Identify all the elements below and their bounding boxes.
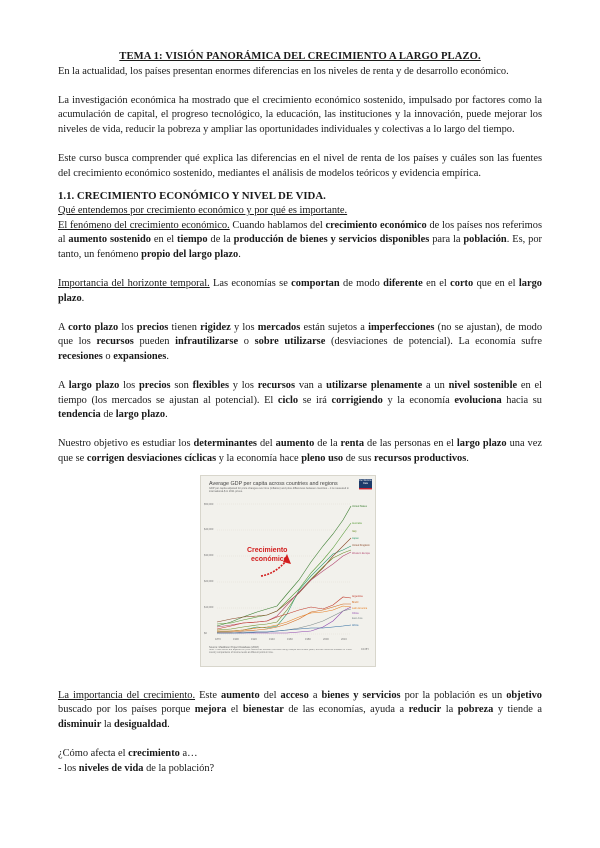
paragraph-objetivo: Nuestro objetivo es estudiar los determinantes del aumento de la renta de las personas en el largo plazo una vez que se corrigen desviaciones cíclicas y la economía hace pleno uso de sus recursos productivos. — [58, 438, 542, 465]
paragraph-label: Importancia del horizonte temporal. — [58, 277, 210, 289]
paragraph-largo-plazo: A largo plazo los precios son flexibles y los recursos van a utilizarse plenamente a un nivel sostenible en el tiempo (los mercados se ajustan al potencial). El ciclo se irá corrigiendo y la economía evoluciona hacia su tendencia de largo plazo. — [58, 380, 542, 421]
series-label: United States — [352, 504, 368, 508]
series-label: United Kingdom — [352, 543, 370, 547]
x-tick-label: 1870 — [215, 637, 221, 641]
paragraph-importancia-crecimiento: La importancia del crecimiento. Este aumento del acceso a bienes y servicios por la población es un objetivo buscado por los países porque mejora el bienestar de las economías, ayuda a reducir la pobreza y tiende a disminuir la desigualdad. — [58, 689, 542, 730]
series-line-australia — [217, 523, 351, 624]
intro-paragraph-3: Este curso busca comprender qué explica las diferencias en el nivel de renta de los países y cuáles son las fuentes del crecimiento económico sostenido, mediantes el análisis de modelos teóricos y evidencia empírica. — [58, 153, 542, 179]
series-label: Brazil — [352, 600, 359, 604]
series-label: China — [352, 611, 359, 615]
series-label: Italy — [352, 529, 357, 533]
paragraph-corto-plazo: A corto plazo los precios tienen rigidez y los mercados están sujetos a imperfecciones (no se ajustan), de modo que los recursos pueden infrautilizarse o sobre utilizarse (desviaciones de potencial). La economía sufre recesiones o expansiones. — [58, 321, 543, 362]
series-line-east-asia — [217, 609, 351, 633]
x-axis-ticks — [215, 637, 347, 641]
series-label: Western Europe — [352, 551, 371, 555]
intro-paragraph-2: La investigación económica ha mostrado que el crecimiento económico sostenido, impulsado por factores como la acumulación de capital, el progreso tecnológico, la educación, las instituciones y la innovación, puede mejorar los niveles de vida, reducir la pobreza y ampliar las oportunidades individuales y colectivas a lo largo del tiempo. — [58, 94, 542, 135]
figure-note: Note: These series are adjusted for price differences between countries using multiple benchmark years, and are therefore suitable for cross-country comparisons of income levels at different points in time. — [209, 648, 353, 654]
page-title: TEMA 1: VISIÓN PANORÁMICA DEL CRECIMIENTO A LARGO PLAZO. — [119, 51, 481, 62]
figure-title: Average GDP per capita across countries and regions — [209, 480, 338, 487]
question-line: ¿Cómo afecta el crecimiento a… — [58, 748, 198, 759]
figure-source: Source: Maddison Project Database (2018) — [209, 645, 259, 649]
y-tick-label: $40,000 — [204, 527, 214, 531]
y-axis-ticks — [204, 502, 214, 635]
intro-paragraph-1: En la actualidad, los países presentan enormes diferencias en los niveles de renta y de desarrollo económico. — [58, 65, 509, 77]
y-tick-label: $20,000 — [204, 579, 214, 583]
x-tick-label: 2000 — [323, 637, 329, 641]
y-tick-label: $10,000 — [204, 605, 214, 609]
series-label: Africa — [352, 623, 359, 627]
gridlines — [217, 504, 351, 634]
y-tick-label: $30,000 — [204, 553, 214, 557]
x-tick-label: 2016 — [341, 637, 347, 641]
figure-license: CC BY — [361, 647, 369, 651]
subheading: Qué entendemos por crecimiento económico y por qué es importante. — [58, 204, 348, 216]
arrow-label-line-2: económico — [251, 555, 288, 563]
x-tick-label: 1960 — [287, 637, 293, 641]
gdp-figure — [200, 475, 376, 667]
series-line-africa — [217, 625, 351, 633]
series-line-china — [217, 607, 351, 633]
paragraph-fenomeno: El fenómeno del crecimiento económico. Cuando hablamos del crecimiento económico de los países nos referimos al aumento sostenido en el tiempo de la producción de bienes y servicios disponibles para la población. Es, por tanto, un fenómeno propio del largo plazo. — [58, 219, 543, 260]
y-tick-label: $0 — [204, 631, 207, 635]
paragraph-importancia: Importancia del horizonte temporal. Las economías se comportan de modo diferente en el corto que en el largo plazo. — [58, 277, 542, 304]
x-tick-label: 1980 — [305, 637, 311, 641]
paragraph-label: La importancia del crecimiento. — [58, 689, 196, 701]
series-label: Latin America — [352, 606, 368, 610]
series-label: Argentina — [352, 594, 363, 598]
paragraph-label: El fenómeno del crecimiento económico. — [58, 219, 230, 231]
series-labels — [352, 505, 371, 627]
series-line-argentina — [217, 597, 351, 629]
x-tick-label: 1900 — [233, 637, 239, 641]
arrow-label-line-1: Crecimiento — [247, 546, 288, 554]
series-label: Japan — [352, 536, 359, 540]
series-label: East Asia — [352, 616, 363, 620]
series-label: Australia — [352, 521, 362, 525]
owid-logo: Our World in Data — [359, 479, 372, 489]
series-lines — [217, 506, 351, 633]
y-tick-label: $50,000 — [204, 502, 214, 506]
figure-subtitle: GDP per capita adjusted for price changes over time (inflation) and price differences between countries – it is measured in international-$ in 2011 prices. — [209, 486, 349, 493]
x-tick-label: 1920 — [251, 637, 257, 641]
bullet-item: - los niveles de vida de la población? — [58, 762, 215, 774]
section-heading: 1.1. CRECIMIENTO ECONÓMICO Y NIVEL DE VIDA. — [58, 190, 326, 203]
x-tick-label: 1940 — [269, 637, 275, 641]
